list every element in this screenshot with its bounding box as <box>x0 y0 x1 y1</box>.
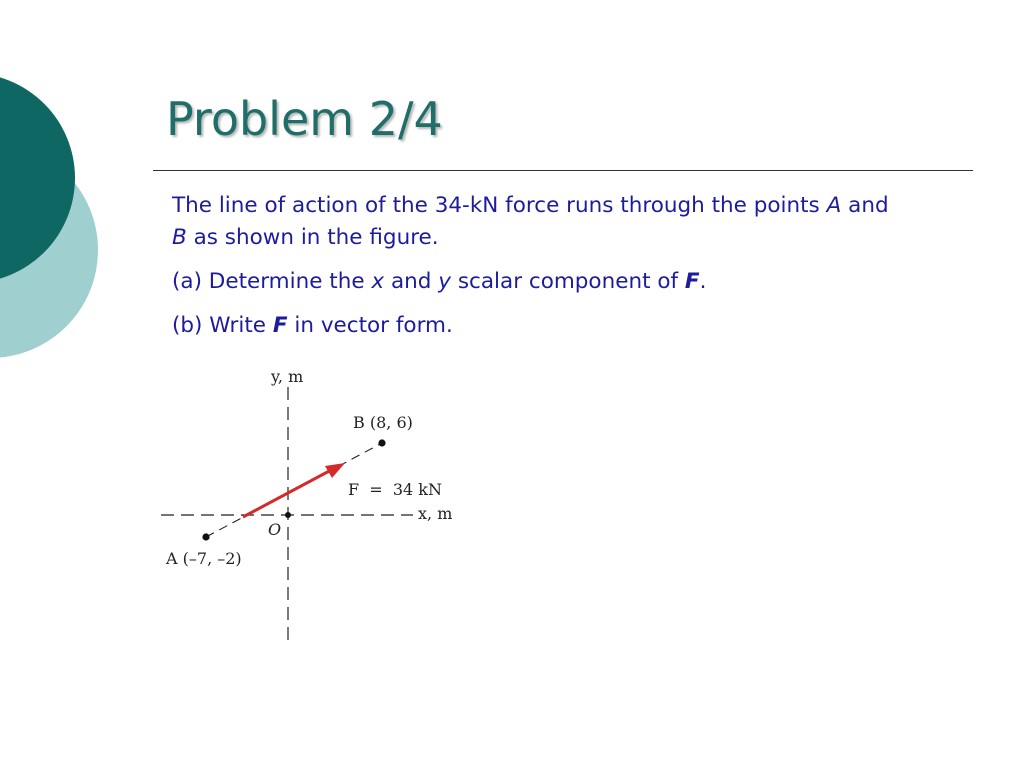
text: (a) Determine the <box>172 269 372 294</box>
text: . <box>699 269 707 294</box>
force-symbol: F <box>684 269 700 294</box>
force-arrow-head <box>325 463 345 478</box>
text: in vector form. <box>287 313 453 338</box>
part-b <box>172 310 1002 342</box>
slide-decoration <box>0 0 110 420</box>
problem-statement <box>172 190 1002 354</box>
point-a-ref: A <box>826 193 842 218</box>
text: as shown in the figure. <box>186 225 439 250</box>
point-a-label: A (–7, –2) <box>166 549 242 568</box>
x-axis-label: x, m <box>418 504 453 523</box>
y-axis-label: y, m <box>271 367 304 386</box>
point-a <box>202 533 209 540</box>
point-b-ref: B <box>172 225 187 250</box>
origin-point <box>285 512 291 518</box>
text: scalar component of <box>451 269 685 294</box>
force-symbol: F <box>272 313 288 338</box>
slide-title: Problem 2/4 <box>166 92 443 146</box>
origin-label: O <box>268 520 282 539</box>
part-a <box>172 266 1002 298</box>
point-b-label: B (8, 6) <box>353 413 413 432</box>
x-symbol: x <box>371 269 385 294</box>
y-symbol: y <box>438 269 452 294</box>
point-b <box>378 439 385 446</box>
text: and <box>384 269 439 294</box>
text: The line of action of the 34-kN force runs through the points <box>172 193 827 218</box>
force-diagram <box>155 365 465 650</box>
paragraph-intro <box>172 190 1002 254</box>
title-divider <box>153 170 973 171</box>
text: (b) Write <box>172 313 273 338</box>
text: and <box>841 193 889 218</box>
force-label: F = 34 kN <box>348 480 442 499</box>
